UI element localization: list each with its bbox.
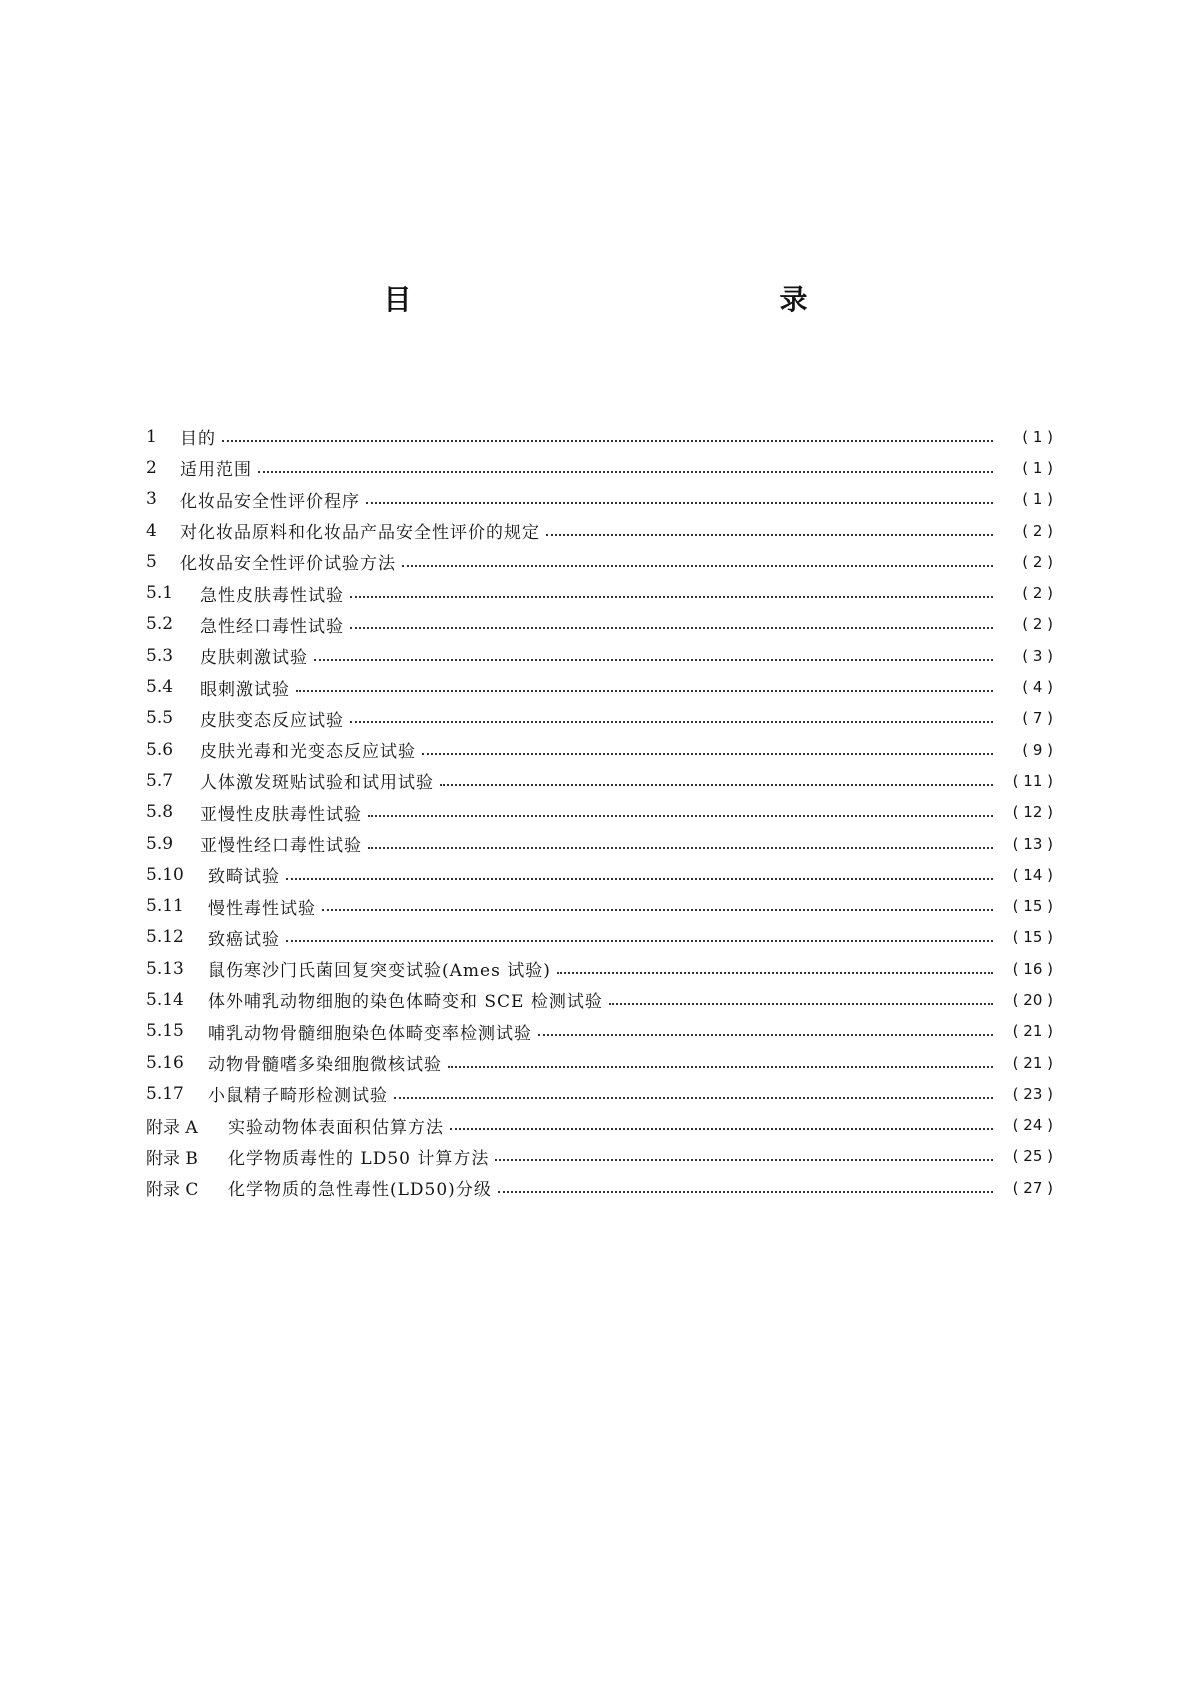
toc-entry-number: 3 — [146, 489, 157, 510]
toc-entry-title: 致癌试验 — [208, 929, 280, 950]
toc-entry-title: 眼刺激试验 — [200, 679, 290, 700]
toc-entry-title: 适用范围 — [180, 460, 252, 481]
toc-dot-leader — [366, 502, 993, 504]
toc-entry-page: ( 2 ) — [1022, 584, 1053, 603]
toc-dot-leader — [286, 878, 993, 880]
toc-entry-page: ( 4 ) — [1022, 678, 1053, 697]
toc-dot-leader — [368, 815, 993, 817]
toc-dot-leader — [368, 847, 993, 849]
toc-entry-page: ( 15 ) — [1012, 897, 1053, 916]
toc-dot-leader — [314, 659, 993, 661]
toc-entry-number: 1 — [146, 426, 157, 447]
toc-entry-number: 附录 B — [146, 1148, 198, 1169]
toc-entry-page: ( 21 ) — [1012, 1053, 1053, 1072]
toc-dot-leader — [350, 627, 993, 629]
toc-entry-title: 哺乳动物骨髓细胞染色体畸变率检测试验 — [208, 1023, 532, 1044]
toc-entry-title: 化妆品安全性评价程序 — [180, 491, 360, 512]
toc-entry[interactable] — [146, 1110, 1053, 1141]
page-title: 目 录 — [383, 283, 912, 316]
toc-entry[interactable] — [146, 1078, 1053, 1109]
toc-dot-leader — [350, 721, 993, 723]
toc-entry-title: 人体激发斑贴试验和试用试验 — [200, 773, 434, 794]
toc-dot-leader — [322, 909, 993, 911]
toc-entry-number: 5.6 — [146, 739, 174, 760]
toc-entry-page: ( 13 ) — [1012, 834, 1053, 853]
toc-entry-number: 5.14 — [146, 989, 184, 1010]
toc-dot-leader — [498, 1191, 993, 1193]
toc-entry[interactable] — [146, 984, 1053, 1015]
toc-entry-page: ( 25 ) — [1012, 1147, 1053, 1166]
toc-entry-number: 5.5 — [146, 708, 174, 729]
toc-entry[interactable] — [146, 546, 1053, 577]
toc-dot-leader — [495, 1159, 993, 1161]
toc-entry-title: 目的 — [180, 429, 216, 450]
toc-entry[interactable] — [146, 953, 1053, 984]
toc-entry[interactable] — [146, 640, 1053, 671]
toc-entry-number: 2 — [146, 457, 157, 478]
toc-dot-leader — [448, 1066, 993, 1068]
toc-entry-title: 化学物质的急性毒性(LD50)分级 — [228, 1180, 492, 1201]
toc-entry-number: 5.12 — [146, 927, 184, 948]
toc-entry[interactable] — [146, 484, 1053, 515]
toc-entry-number: 5.11 — [146, 896, 184, 917]
toc-entry-title: 皮肤光毒和光变态反应试验 — [200, 742, 416, 763]
toc-dot-leader — [258, 471, 993, 473]
toc-entry-number: 5.9 — [146, 833, 174, 854]
toc-entry[interactable] — [146, 890, 1053, 921]
toc-entry-title: 皮肤变态反应试验 — [200, 710, 344, 731]
toc-dot-leader — [440, 784, 993, 786]
toc-entry-title: 皮肤刺激试验 — [200, 648, 308, 669]
toc-entry-title: 实验动物体表面积估算方法 — [228, 1117, 444, 1138]
toc-entry-page: ( 7 ) — [1022, 709, 1053, 728]
toc-entry[interactable] — [146, 797, 1053, 828]
toc-entry-number: 5.8 — [146, 802, 174, 823]
toc-dot-leader — [609, 1003, 993, 1005]
toc-entry[interactable] — [146, 609, 1053, 640]
toc-entry-number: 5.1 — [146, 583, 174, 604]
toc-dot-leader — [546, 534, 993, 536]
table-of-contents — [146, 421, 1053, 1203]
toc-entry-page: ( 1 ) — [1022, 458, 1053, 477]
toc-dot-leader — [286, 940, 993, 942]
toc-entry-number: 5.2 — [146, 614, 174, 635]
toc-entry-page: ( 21 ) — [1012, 1022, 1053, 1041]
toc-entry-title: 小鼠精子畸形检测试验 — [208, 1086, 388, 1107]
toc-entry-page: ( 11 ) — [1012, 771, 1053, 790]
toc-dot-leader — [538, 1034, 993, 1036]
toc-entry-title: 亚慢性经口毒性试验 — [200, 836, 362, 856]
toc-entry[interactable] — [146, 1172, 1053, 1203]
toc-entry-title: 急性皮肤毒性试验 — [200, 585, 344, 606]
toc-entry-page: ( 15 ) — [1012, 928, 1053, 947]
toc-entry-title: 亚慢性皮肤毒性试验 — [200, 804, 362, 825]
toc-entry-page: ( 1 ) — [1022, 427, 1053, 446]
toc-entry[interactable] — [146, 1047, 1053, 1078]
toc-entry-title: 化学物质毒性的 LD50 计算方法 — [228, 1148, 490, 1169]
toc-entry[interactable] — [146, 515, 1053, 546]
toc-dot-leader — [350, 596, 993, 598]
toc-entry-title: 急性经口毒性试验 — [200, 616, 344, 637]
toc-entry-page: ( 24 ) — [1012, 1116, 1053, 1135]
toc-entry-number: 5.7 — [146, 770, 174, 791]
toc-entry-title: 慢性毒性试验 — [208, 898, 316, 919]
toc-entry-number: 5.15 — [146, 1021, 184, 1042]
toc-entry-title: 致畸试验 — [208, 867, 280, 888]
toc-entry-number: 5.16 — [146, 1052, 184, 1073]
toc-entry-page: ( 2 ) — [1022, 615, 1053, 634]
toc-dot-leader — [394, 1097, 993, 1099]
toc-entry-page: ( 16 ) — [1012, 959, 1053, 978]
toc-entry[interactable] — [146, 703, 1053, 734]
toc-dot-leader — [450, 1128, 993, 1130]
toc-entry-number: 5.3 — [146, 645, 174, 666]
toc-entry-page: ( 1 ) — [1022, 490, 1053, 509]
toc-dot-leader — [222, 440, 993, 442]
toc-entry-page: ( 3 ) — [1022, 646, 1053, 665]
toc-entry-number: 5.13 — [146, 958, 184, 979]
toc-entry-page: ( 23 ) — [1012, 1084, 1053, 1103]
toc-entry[interactable] — [146, 671, 1053, 702]
toc-entry-title: 体外哺乳动物细胞的染色体畸变和 SCE 检测试验 — [208, 992, 603, 1013]
toc-entry[interactable] — [146, 1016, 1053, 1047]
toc-entry-page: ( 27 ) — [1012, 1178, 1053, 1197]
toc-entry-title: 化妆品安全性评价试验方法 — [180, 554, 396, 575]
toc-entry-page: ( 2 ) — [1022, 521, 1053, 540]
toc-entry[interactable] — [146, 1141, 1053, 1172]
toc-entry[interactable] — [146, 452, 1053, 483]
toc-entry-number: 4 — [146, 520, 157, 541]
toc-entry-page: ( 12 ) — [1012, 803, 1053, 822]
toc-entry-title: 动物骨髓嗜多染细胞微核试验 — [208, 1055, 442, 1076]
toc-entry[interactable] — [146, 765, 1053, 796]
toc-entry-number: 附录 C — [146, 1180, 199, 1201]
toc-entry-number: 5.17 — [146, 1083, 184, 1104]
toc-entry[interactable] — [146, 577, 1053, 608]
toc-entry-number: 5.4 — [146, 677, 174, 698]
toc-entry[interactable] — [146, 828, 1053, 859]
toc-entry-title: 对化妆品原料和化妆品产品安全性评价的规定 — [180, 523, 540, 544]
toc-entry-number: 5 — [146, 551, 157, 572]
toc-entry-page: ( 9 ) — [1022, 740, 1053, 759]
toc-dot-leader — [402, 565, 993, 567]
toc-entry-title: 鼠伤寒沙门氏菌回复突变试验(Ames 试验) — [208, 961, 551, 982]
toc-entry-page: ( 2 ) — [1022, 552, 1053, 571]
toc-entry-number: 5.10 — [146, 864, 184, 885]
toc-entry-page: ( 20 ) — [1012, 990, 1053, 1009]
toc-dot-leader — [296, 690, 993, 692]
toc-entry[interactable] — [146, 859, 1053, 890]
toc-dot-leader — [422, 753, 993, 755]
toc-entry[interactable] — [146, 922, 1053, 953]
toc-entry-number: 附录 A — [146, 1117, 198, 1138]
toc-entry[interactable] — [146, 734, 1053, 765]
toc-entry-page: ( 14 ) — [1012, 865, 1053, 884]
toc-dot-leader — [557, 972, 993, 974]
toc-entry[interactable] — [146, 421, 1053, 452]
